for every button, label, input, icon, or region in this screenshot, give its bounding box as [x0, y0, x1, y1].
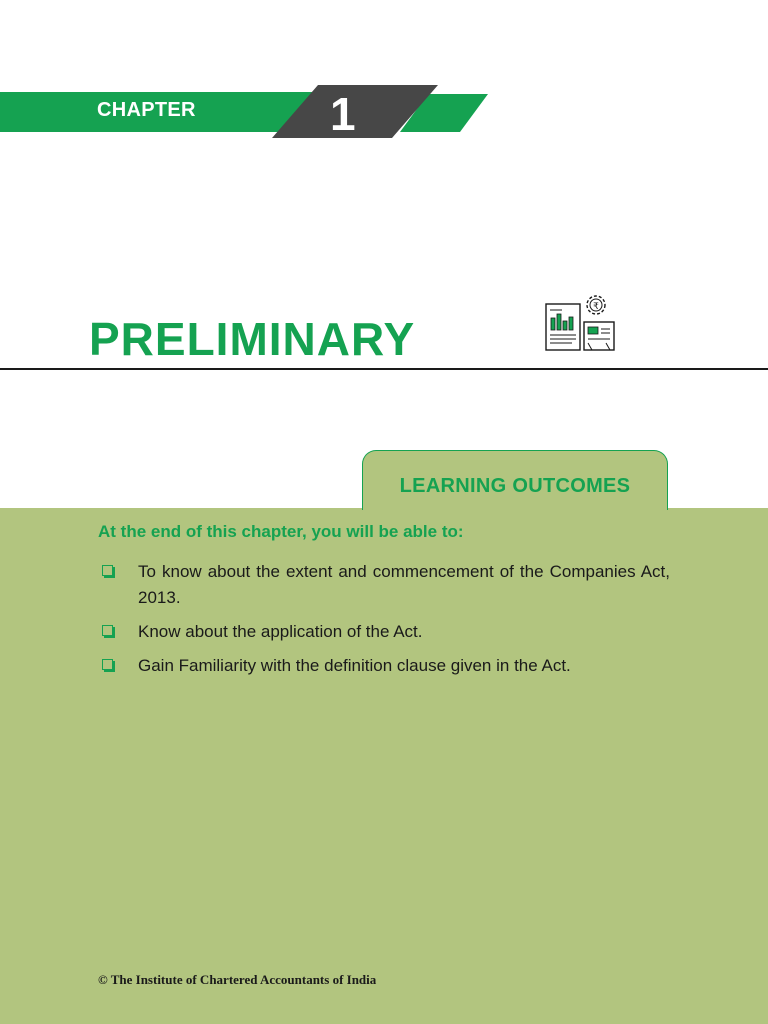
- title-divider: [0, 368, 768, 370]
- checkbox-bullet-icon: [102, 625, 113, 636]
- learning-outcome-item: [98, 619, 670, 645]
- learning-outcomes-tab-label: LEARNING OUTCOMES: [399, 475, 631, 497]
- chapter-number: 1: [330, 88, 356, 140]
- checkbox-bullet-icon: [102, 659, 113, 670]
- learning-outcome-item: [98, 559, 670, 611]
- learning-outcome-text: To know about the extent and commencement of the Companies Act, 2013.: [138, 562, 670, 607]
- chapter-label: CHAPTER: [97, 99, 196, 121]
- document-chart-rupee-gear-icon: [542, 292, 618, 354]
- learning-outcome-text: Gain Familiarity with the definition clause given in the Act.: [138, 656, 571, 675]
- learning-outcomes-intro: At the end of this chapter, you will be able to:: [98, 522, 464, 541]
- chapter-banner: [0, 84, 500, 144]
- svg-text:₹: ₹: [593, 302, 599, 312]
- checkbox-bullet-icon: [102, 565, 113, 576]
- learning-outcomes-list: [98, 559, 670, 687]
- learning-outcomes-tab: [362, 450, 668, 510]
- copyright-footer: © The Institute of Chartered Accountants of India: [98, 972, 377, 987]
- learning-outcome-item: [98, 653, 670, 679]
- learning-outcome-text: Know about the application of the Act.: [138, 622, 423, 641]
- page-title: PRELIMINARY: [89, 313, 416, 365]
